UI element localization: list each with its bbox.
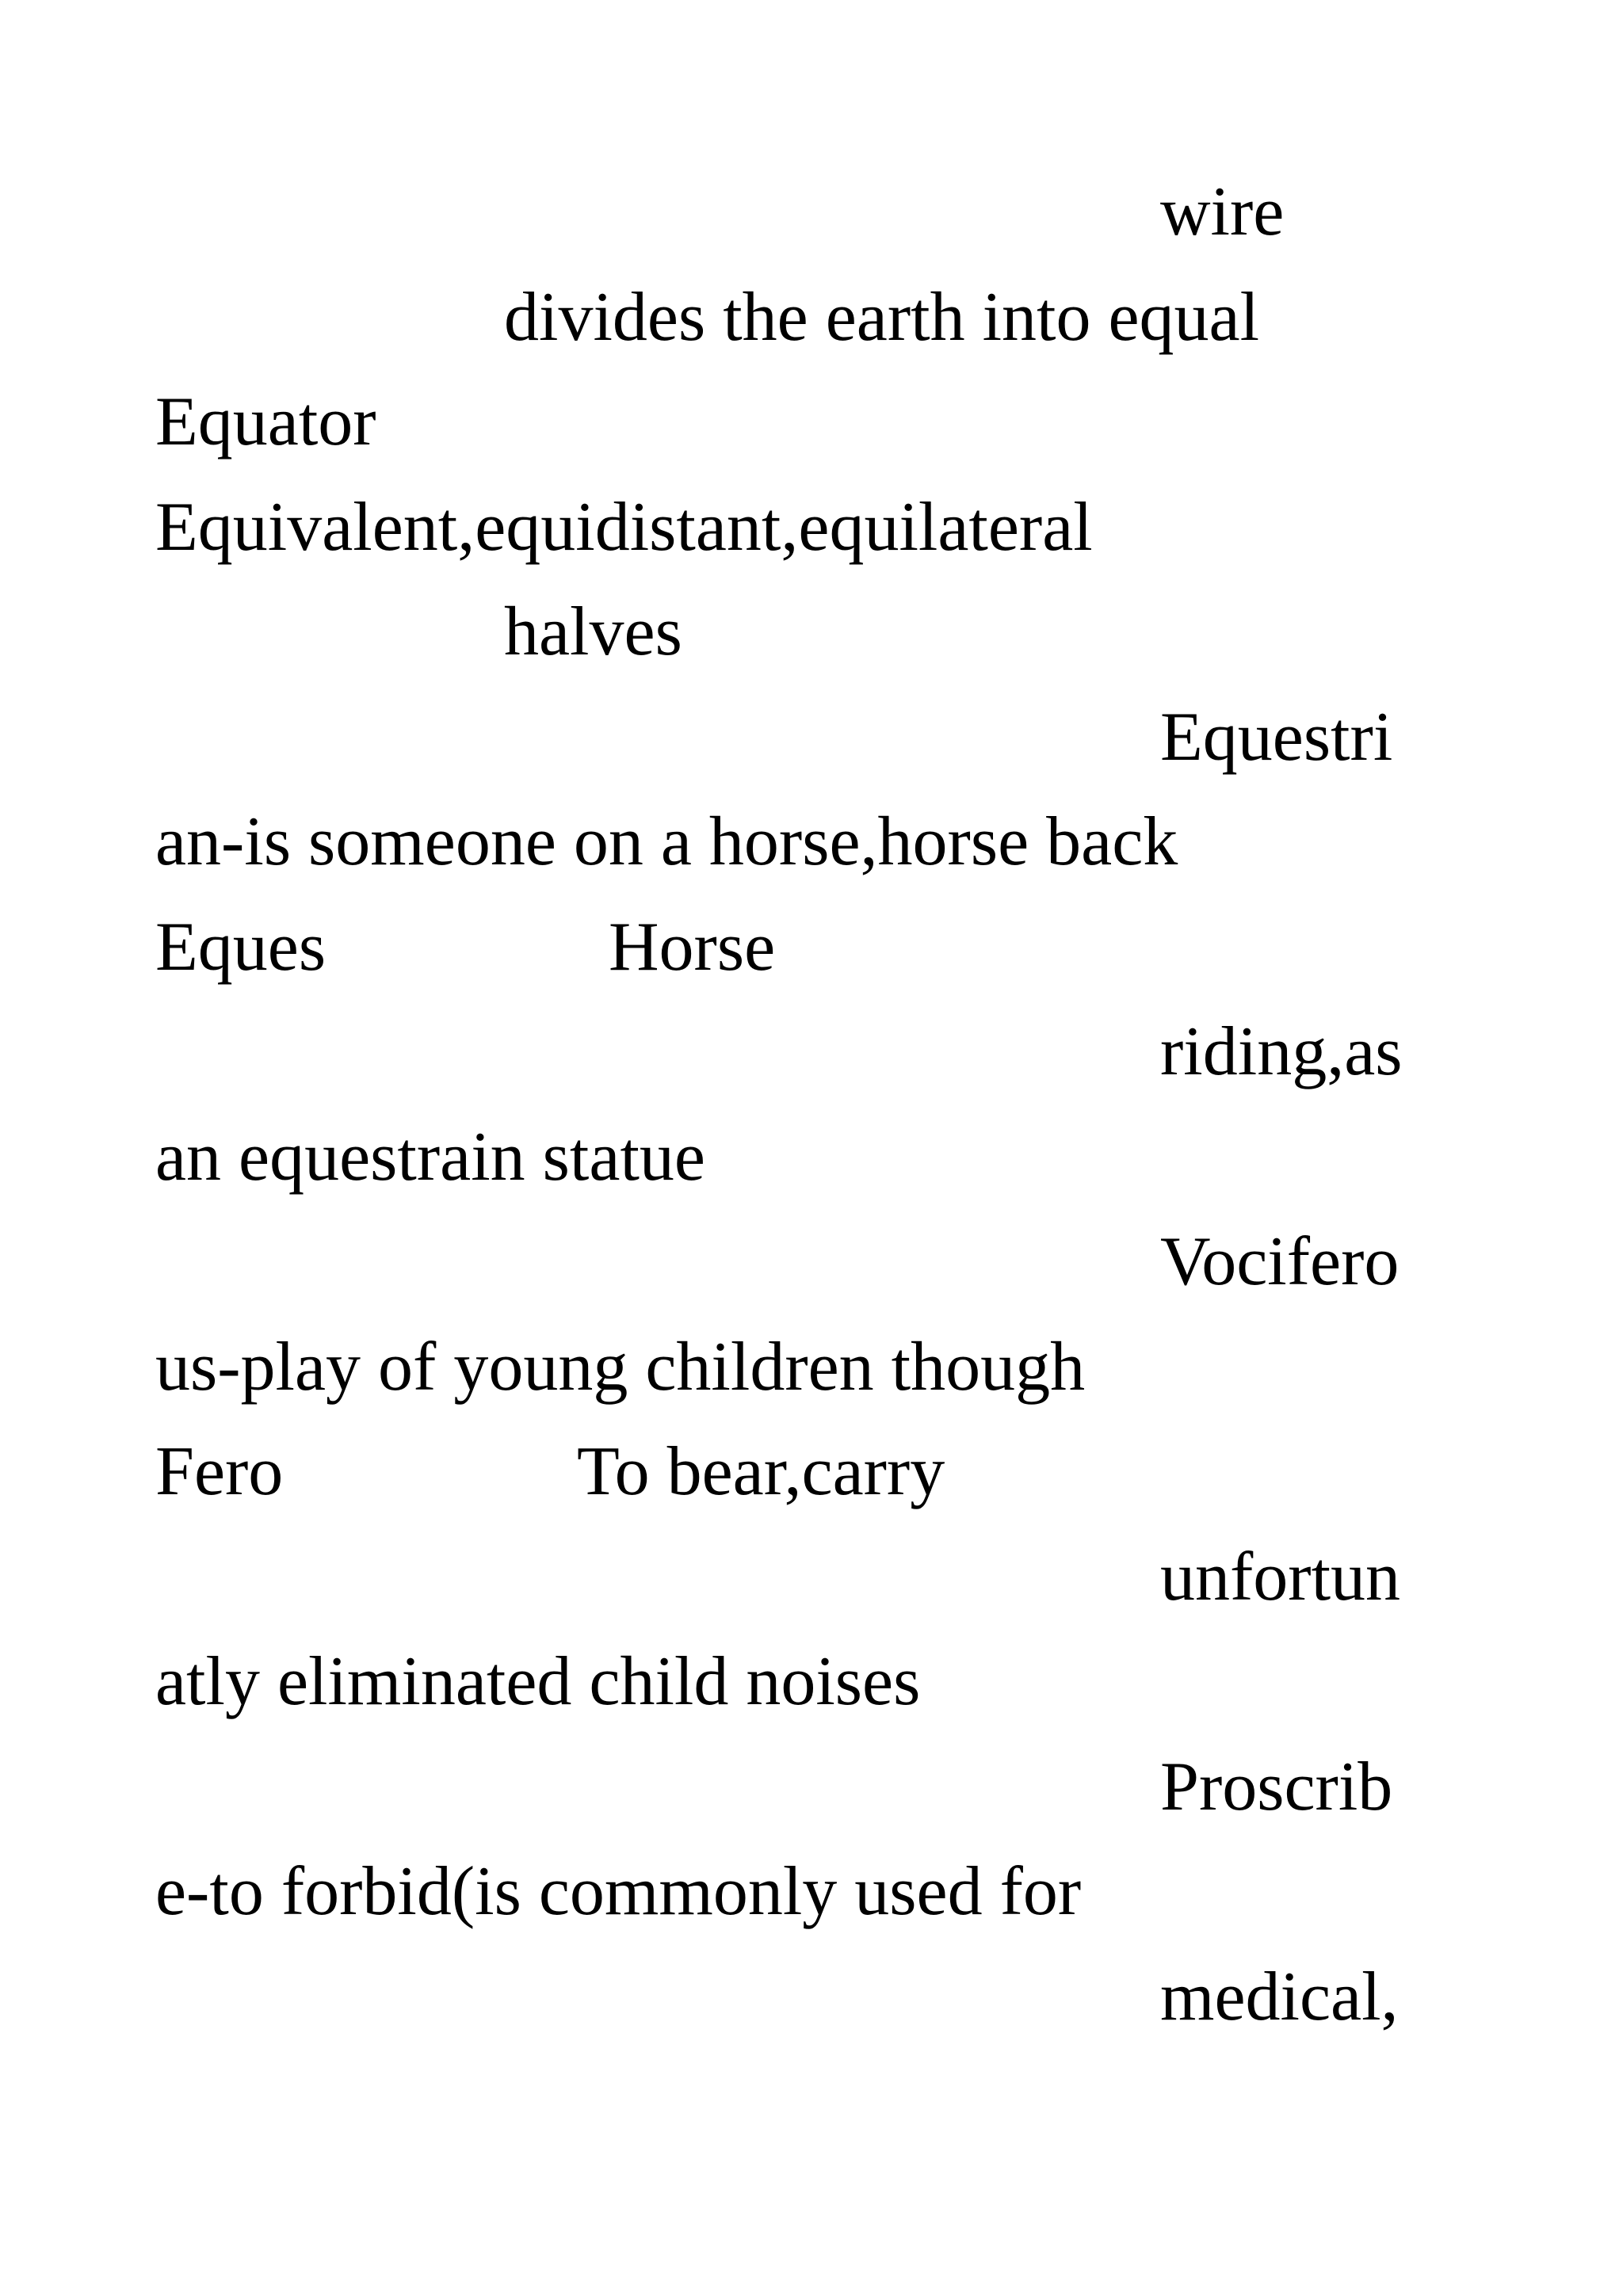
text-line-vocifero: Vocifero [1160, 1223, 1400, 1300]
text-line-noises: atly eliminated child noises [155, 1643, 921, 1720]
text-line-bear-carry: To bear,carry [577, 1433, 945, 1510]
text-line-divides: divides the earth into equal [504, 279, 1260, 356]
text-line-riding: riding,as [1160, 1013, 1403, 1090]
text-line-wire: wire [1160, 174, 1285, 250]
text-line-vociferous-def: us-play of young children though [155, 1329, 1086, 1405]
text-line-halves: halves [504, 593, 682, 670]
text-line-equestri: Equestri [1160, 699, 1393, 776]
text-line-unfortun: unfortun [1160, 1539, 1401, 1615]
text-line-equestrian-def: an-is someone on a horse,horse back [155, 803, 1178, 880]
text-line-forbid: e-to forbid(is commonly used for [155, 1853, 1082, 1930]
text-line-proscrib: Proscrib [1160, 1749, 1393, 1825]
text-line-statue: an equestrain statue [155, 1119, 705, 1196]
text-line-horse: Horse [609, 909, 776, 986]
text-line-fero: Fero [155, 1433, 284, 1510]
text-line-medical: medical, [1160, 1958, 1399, 2035]
text-line-equivalent: Equivalent,equidistant,equilateral [155, 489, 1093, 566]
text-line-eques: Eques [155, 909, 327, 986]
text-line-equator: Equator [155, 383, 376, 460]
